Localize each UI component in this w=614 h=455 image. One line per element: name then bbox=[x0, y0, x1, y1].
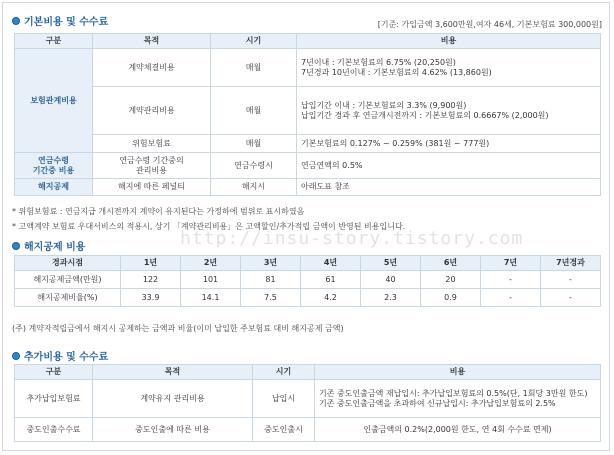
section2-title-text: 해지공제 비용 bbox=[24, 242, 86, 253]
bullet-circle-icon bbox=[12, 242, 20, 250]
timing-cell: 매월 bbox=[211, 135, 297, 153]
purpose-cell: 계약관리비용 bbox=[93, 87, 211, 135]
purpose-cell: 계약체결비용 bbox=[93, 49, 211, 87]
value-cell: 2.3 bbox=[361, 289, 421, 307]
cost-cell: 연금연액의 0.5% bbox=[297, 153, 601, 179]
purpose-cell: 중도인출에 따른 비용 bbox=[93, 418, 253, 442]
group-annuity-period-cost: 연금수령 기간중 비용 bbox=[15, 153, 93, 179]
timing-cell: 해지시 bbox=[211, 179, 297, 196]
section3-title-text: 추가비용 및 수수료 bbox=[24, 352, 109, 363]
section1-title bbox=[12, 13, 108, 28]
basic-cost-table bbox=[14, 33, 601, 196]
purpose-cell: 연금수령 기간중의 관리비용 bbox=[93, 153, 211, 179]
header-elapsed: 경과시점 bbox=[15, 256, 121, 271]
value-cell: 101 bbox=[181, 271, 241, 289]
additional-cost-table bbox=[14, 364, 601, 442]
bullet-circle-icon bbox=[12, 352, 20, 360]
value-cell: - bbox=[481, 289, 541, 307]
header-category: 구분 bbox=[15, 365, 93, 380]
section1-title-text: 기본비용 및 수수료 bbox=[24, 17, 109, 28]
footnote-premium-discount: * 고액계약 보험료 우대서비스의 적용시, 상기 「계약관리비용」은 고액할인/추가적립 금액이 반영된 비용입니다. bbox=[12, 222, 406, 231]
group-insurance-cost: 보험관계비용 bbox=[15, 49, 93, 153]
value-cell: 61 bbox=[301, 271, 361, 289]
header-year: 2년 bbox=[181, 256, 241, 271]
header-year: 1년 bbox=[121, 256, 181, 271]
group-surrender: 해지공제 bbox=[15, 179, 93, 196]
value-cell: 0.9 bbox=[421, 289, 481, 307]
header-cost: 비용 bbox=[315, 365, 601, 380]
header-purpose: 목적 bbox=[93, 34, 211, 49]
timing-cell: 중도인출시 bbox=[253, 418, 315, 442]
value-cell: 14.1 bbox=[181, 289, 241, 307]
section2-title bbox=[12, 238, 85, 253]
header-timing: 시기 bbox=[253, 365, 315, 380]
footnote-surrender: (주) 계약자적립금에서 해지시 공제하는 금액과 비율(이미 납입한 주보험료 대비 해지공제 금액) bbox=[12, 324, 344, 333]
header-category: 구분 bbox=[15, 34, 93, 49]
header-year: 3년 bbox=[241, 256, 301, 271]
watermark: http://insu-story.tistory.com bbox=[180, 228, 524, 249]
cost-cell: 인출금액의 0.2%(2,000원 한도, 연 4회 수수료 면제) bbox=[315, 418, 601, 442]
value-cell: 122 bbox=[121, 271, 181, 289]
bullet-circle-icon bbox=[12, 17, 20, 25]
timing-cell: 매월 bbox=[211, 87, 297, 135]
header-year: 7년경과 bbox=[541, 256, 601, 271]
value-cell: - bbox=[541, 289, 601, 307]
purpose-cell: 위험보험료 bbox=[93, 135, 211, 153]
timing-cell: 납입시 bbox=[253, 380, 315, 418]
header-year: 6년 bbox=[421, 256, 481, 271]
value-cell: 81 bbox=[241, 271, 301, 289]
header-year: 5년 bbox=[361, 256, 421, 271]
value-cell: - bbox=[481, 271, 541, 289]
value-cell: 7.5 bbox=[241, 289, 301, 307]
surrender-cost-table bbox=[14, 255, 601, 307]
cost-cell: 납입기간 이내 : 기본보험료의 3.3% (9,900원) 납입기간 경과 후 연금개시전까지 : 기본보험료의 0.6667% (2,000원) bbox=[297, 87, 601, 135]
cost-cell: 기본보험료의 0.127% ~ 0.259% (381원 ~ 777원) bbox=[297, 135, 601, 153]
header-timing: 시기 bbox=[211, 34, 297, 49]
cost-cell: 7년이내 : 기본보험료의 6.75% (20,250원) 7년경과 10년이내 : 기본보험료의 4.62% (13,860원) bbox=[297, 49, 601, 87]
timing-cell: 매월 bbox=[211, 49, 297, 87]
row-label: 해지공제금액(만원) bbox=[15, 271, 121, 289]
section3-title bbox=[12, 348, 108, 363]
footnote-risk-premium: * 위험보험료 : 연금지급 개시전까지 계약이 유지된다는 가정하에 범위로 표시하였음 bbox=[12, 207, 305, 216]
category-cell: 추가납입보험료 bbox=[15, 380, 93, 418]
value-cell: 20 bbox=[421, 271, 481, 289]
timing-cell: 연금수령시 bbox=[211, 153, 297, 179]
cost-cell: 기존 중도인출금액 재납입시: 추가납입보험료의 0.5%(단, 1회당 3만원 한도) 기존 중도인출금액을 초과하여 신규납입시: 추가납입보험료의 2.5% bbox=[315, 380, 601, 418]
header-year: 7년 bbox=[481, 256, 541, 271]
header-purpose: 목적 bbox=[93, 365, 253, 380]
header-cost: 비용 bbox=[297, 34, 601, 49]
value-cell: 33.9 bbox=[121, 289, 181, 307]
value-cell: 40 bbox=[361, 271, 421, 289]
header-year: 4년 bbox=[301, 256, 361, 271]
purpose-cell: 해지에 따른 페널티 bbox=[93, 179, 211, 196]
category-cell: 중도인출수수료 bbox=[15, 418, 93, 442]
value-cell: 4.2 bbox=[301, 289, 361, 307]
section1-basis-note: [기준: 가입금액 3,600만원,여자 46세, 기본보험료 300,000원] bbox=[377, 20, 602, 29]
value-cell: - bbox=[541, 271, 601, 289]
cost-cell: 아래도표 참조 bbox=[297, 179, 601, 196]
purpose-cell: 계약유지 관리비용 bbox=[93, 380, 253, 418]
row-label: 해지공제비율(%) bbox=[15, 289, 121, 307]
